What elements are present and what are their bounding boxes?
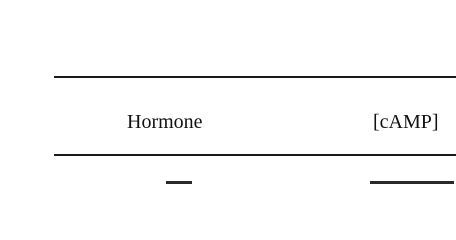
table-top-rule [54,76,456,78]
table-row-clipped-cell [166,181,196,188]
column-header-hormone: Hormone [127,111,203,133]
table-header-rule [54,154,456,156]
column-header-camp: [cAMP] [373,111,439,133]
table-row-clipped-cell [370,181,456,188]
